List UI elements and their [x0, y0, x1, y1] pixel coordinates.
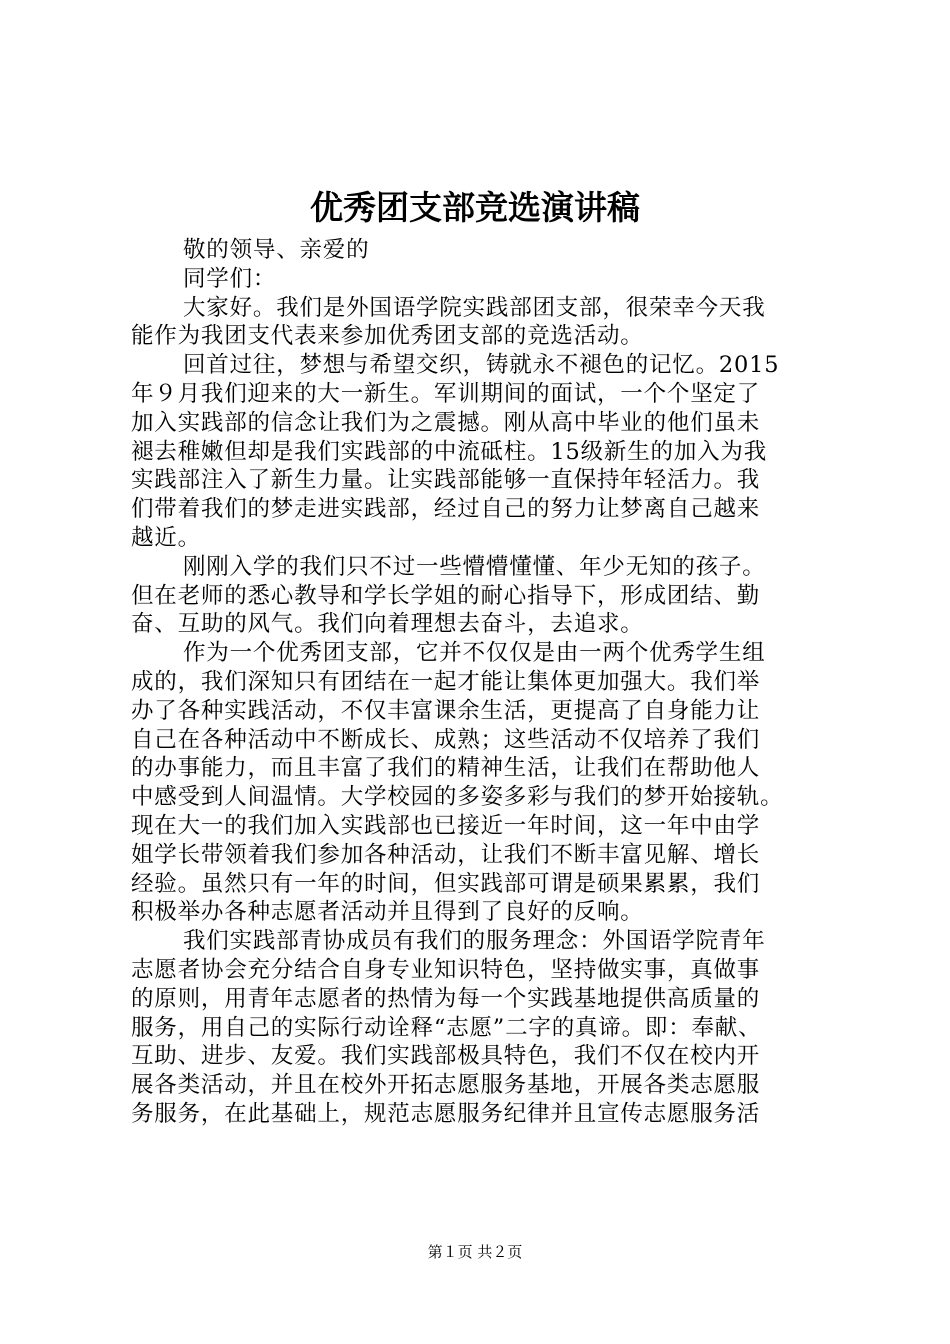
text-line: 年９月我们迎来的大一新生。军训期间的面试，一个个坚定了	[131, 380, 761, 407]
text-line: 的原则，用青年志愿者的热情为每一个实践基地提供高质量的	[131, 985, 761, 1012]
page-footer: 第１页 共２页	[427, 1243, 523, 1261]
text-line: 作为一个优秀团支部，它并不仅仅是由一两个优秀学生组	[183, 640, 766, 667]
text-line: 但在老师的悉心教导和学长学姐的耐心指导下，形成团结、勤	[131, 582, 761, 609]
text-line: 的办事能力，而且丰富了我们的精神生活，让我们在帮助他人	[131, 755, 761, 782]
text-line: 成的，我们深知只有团结在一起才能让集体更加强大。我们举	[131, 668, 761, 695]
text-line: 实践部注入了新生力量。让实践部能够一直保持年轻活力。我	[131, 467, 761, 494]
text-line: 自己在各种活动中不断成长、成熟；这些活动不仅培养了我们	[131, 726, 761, 753]
text-line: 务服务，在此基础上，规范志愿服务纪律并且宣传志愿服务活	[131, 1100, 761, 1127]
text-line: 能作为我团支代表来参加优秀团支部的竞选活动。	[131, 323, 644, 350]
text-line: 现在大一的我们加入实践部也已接近一年时间，这一年中由学	[131, 812, 761, 839]
text-line: 中感受到人间温情。大学校园的多姿多彩与我们的梦开始接轨。	[131, 784, 784, 811]
text-line: 我们实践部青协成员有我们的服务理念：外国语学院青年	[183, 928, 766, 955]
text-line: 积极举办各种志愿者活动并且得到了良好的反响。	[131, 899, 644, 926]
text-line: 互助、进步、友爱。我们实践部极具特色，我们不仅在校内开	[131, 1043, 761, 1070]
text-line: 褪去稚嫩但却是我们实践部的中流砥柱。15级新生的加入为我	[131, 438, 768, 465]
document-title: 优秀团支部竞选演讲稿	[310, 188, 640, 227]
text-line: 奋、互助的风气。我们向着理想去奋斗，去追求。	[131, 611, 644, 638]
text-line: 姐学长带领着我们参加各种活动，让我们不断丰富见解、增长	[131, 841, 761, 868]
text-line: 们带着我们的梦走进实践部，经过自己的努力让梦离自己越来	[131, 496, 761, 523]
document-body	[131, 236, 831, 1129]
text-line: 越近。	[131, 524, 201, 551]
text-line: 加入实践部的信念让我们为之震撼。刚从高中毕业的他们虽未	[131, 409, 761, 436]
text-line: 同学们：	[183, 265, 277, 292]
text-line: 回首过往，梦想与希望交织，铸就永不褪色的记忆。2015	[183, 352, 780, 379]
text-line: 敬的领导、亲爱的	[183, 237, 370, 263]
text-line: 大家好。我们是外国语学院实践部团支部，很荣幸今天我	[183, 294, 766, 321]
text-line: 经验。虽然只有一年的时间，但实践部可谓是硕果累累，我们	[131, 870, 761, 897]
text-line: 展各类活动，并且在校外开拓志愿服务基地，开展各类志愿服	[131, 1072, 761, 1099]
text-line: 志愿者协会充分结合自身专业知识特色，坚持做实事，真做事	[131, 956, 761, 983]
text-line: 办了各种实践活动，不仅丰富课余生活，更提高了自身能力让	[131, 697, 761, 724]
text-line: 刚刚入学的我们只不过一些懵懵懂懂、年少无知的孩子。	[183, 553, 766, 580]
text-line: 服务，用自己的实际行动诠释“志愿”二字的真谛。即：奉献、	[131, 1014, 762, 1041]
